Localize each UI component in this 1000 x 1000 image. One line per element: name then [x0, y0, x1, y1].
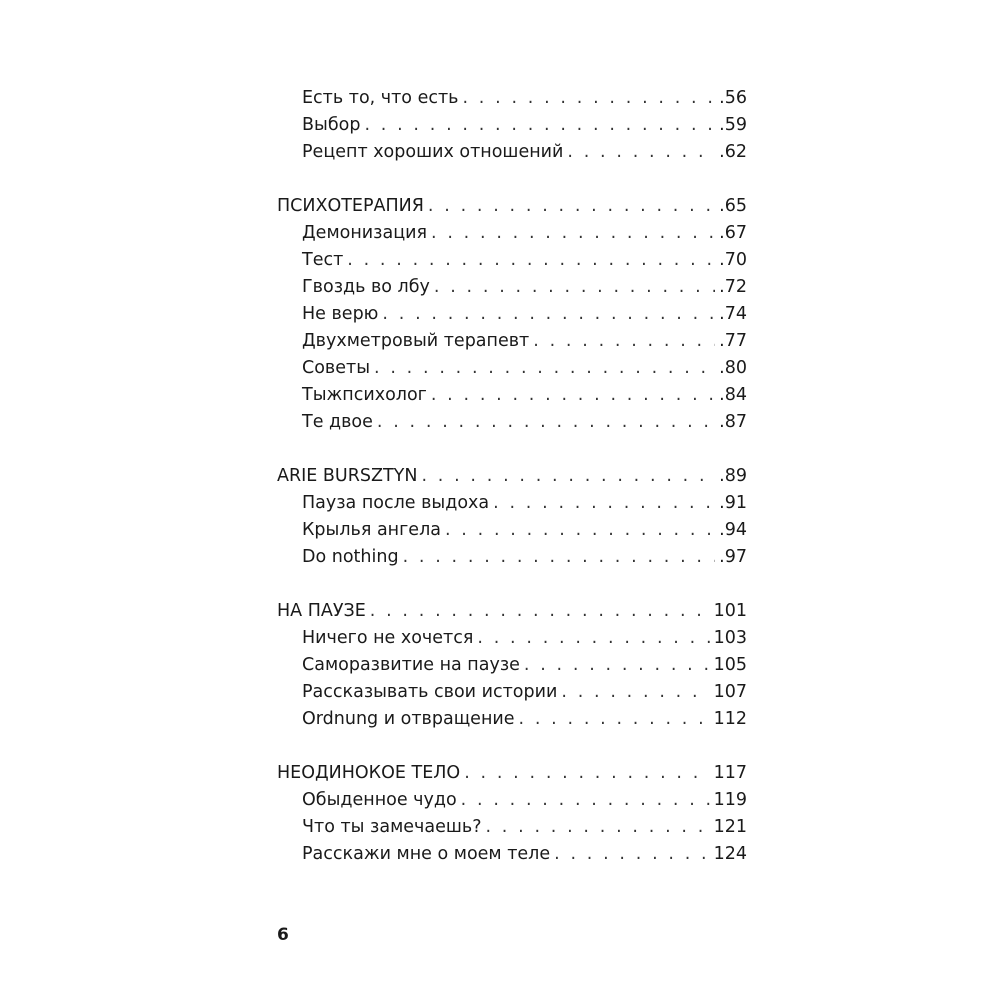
toc-entry-title: Не верю: [302, 304, 379, 324]
toc-entry-title: Выбор: [302, 115, 361, 135]
dot-leader: [421, 463, 715, 490]
toc-entry: [277, 301, 747, 328]
toc-entry-title: НА ПАУЗЕ: [277, 601, 366, 621]
toc-entry-title: Двухметровый терапевт: [302, 331, 530, 351]
toc-entry: [277, 382, 747, 409]
toc-entry: [277, 220, 747, 247]
toc-entry-title: Тыжпсихолог: [302, 385, 427, 405]
toc-chapter-entry: [277, 598, 747, 625]
dot-leader: [461, 787, 710, 814]
toc-entry-page: .91: [719, 493, 747, 513]
toc-section: [277, 193, 747, 436]
toc-entry-page: 103: [713, 628, 747, 648]
toc-entry-title: НЕОДИНОКОЕ ТЕЛО: [277, 763, 461, 783]
dot-leader: [377, 409, 715, 436]
dot-leader: [431, 382, 715, 409]
toc-entry: [277, 841, 747, 868]
toc-entry-title: Что ты замечаешь?: [302, 817, 482, 837]
toc-entry-page: .56: [719, 88, 747, 108]
dot-leader: [382, 301, 715, 328]
toc-chapter-entry: [277, 760, 747, 787]
toc-entry-page: 119: [713, 790, 747, 810]
toc-entry: [277, 409, 747, 436]
toc-entry-title: Демонизация: [302, 223, 428, 243]
toc-entry: [277, 625, 747, 652]
toc-entry-title: Рецепт хороших отношений: [302, 142, 564, 162]
toc-entry-page: .72: [719, 277, 747, 297]
toc-entry: [277, 355, 747, 382]
dot-leader: [524, 652, 710, 679]
toc-entry-title: ПСИХОТЕРАПИЯ: [277, 196, 424, 216]
toc-entry: [277, 490, 747, 517]
dot-leader: [403, 544, 716, 571]
toc-entry-page: .77: [719, 331, 747, 351]
toc-section: [277, 598, 747, 733]
toc-entry-page: 117: [713, 763, 747, 783]
dot-leader: [567, 139, 715, 166]
toc-entry-title: Саморазвитие на паузе: [302, 655, 520, 675]
toc-chapter-entry: [277, 193, 747, 220]
toc-entry: [277, 787, 747, 814]
toc-entry-page: 107: [713, 682, 747, 702]
dot-leader: [477, 625, 709, 652]
toc-entry-page: 105: [713, 655, 747, 675]
toc-entry: [277, 652, 747, 679]
dot-leader: [370, 598, 710, 625]
toc-entry-title: Обыденное чудо: [302, 790, 457, 810]
toc-entry-page: .70: [719, 250, 747, 270]
toc-entry-title: Do nothing: [302, 547, 399, 567]
toc-entry-page: .89: [719, 466, 747, 486]
toc-entry: [277, 139, 747, 166]
dot-leader: [364, 112, 715, 139]
toc-section: [277, 760, 747, 868]
toc-entry-page: 101: [713, 601, 747, 621]
toc-entry: [277, 247, 747, 274]
toc-entry-page: 124: [713, 844, 747, 864]
dot-leader: [519, 706, 710, 733]
dot-leader: [428, 193, 715, 220]
dot-leader: [464, 760, 709, 787]
dot-leader: [431, 220, 715, 247]
toc-entry-page: .80: [719, 358, 747, 378]
toc-section: [277, 85, 747, 166]
toc-entry: [277, 85, 747, 112]
toc-section: [277, 463, 747, 571]
toc-entry: [277, 517, 747, 544]
toc-entry-title: Те двое: [302, 412, 373, 432]
dot-leader: [554, 841, 709, 868]
dot-leader: [493, 490, 715, 517]
toc-entry-title: Рассказывать свои истории: [302, 682, 558, 702]
toc-entry-page: 121: [713, 817, 747, 837]
toc-entry: [277, 274, 747, 301]
dot-leader: [561, 679, 709, 706]
toc-entry-title: Ничего не хочется: [302, 628, 474, 648]
toc-entry: [277, 544, 747, 571]
toc-entry-page: .67: [719, 223, 747, 243]
toc-entry-page: .62: [719, 142, 747, 162]
toc-entry: [277, 112, 747, 139]
toc-entry-page: .84: [719, 385, 747, 405]
toc-entry-title: Тест: [302, 250, 344, 270]
toc-entry-title: Пауза после выдоха: [302, 493, 490, 513]
toc-entry-title: Расскажи мне о моем теле: [302, 844, 551, 864]
dot-leader: [445, 517, 715, 544]
dot-leader: [347, 247, 715, 274]
toc-entry-page: .74: [719, 304, 747, 324]
toc-entry-title: ARIE BURSZTYN: [277, 466, 418, 486]
dot-leader: [462, 85, 715, 112]
toc-entry-title: Советы: [302, 358, 371, 378]
dot-leader: [434, 274, 715, 301]
dot-leader: [374, 355, 715, 382]
toc-entry-page: 112: [713, 709, 747, 729]
toc-entry-page: .94: [719, 520, 747, 540]
toc-entry-page: .59: [719, 115, 747, 135]
toc-entry-title: Ordnung и отвращение: [302, 709, 515, 729]
toc-entry-page: .65: [719, 196, 747, 216]
page-number: 6: [277, 925, 289, 945]
dot-leader: [485, 814, 709, 841]
toc-entry-page: .87: [719, 412, 747, 432]
toc-entry: [277, 679, 747, 706]
toc-entry: [277, 814, 747, 841]
table-of-contents: [277, 85, 747, 895]
toc-entry-title: Крылья ангела: [302, 520, 441, 540]
toc-entry-title: Есть то, что есть: [302, 88, 459, 108]
toc-entry-title: Гвоздь во лбу: [302, 277, 430, 297]
dot-leader: [533, 328, 715, 355]
toc-entry-page: .97: [719, 547, 747, 567]
toc-chapter-entry: [277, 463, 747, 490]
toc-entry: [277, 706, 747, 733]
toc-entry: [277, 328, 747, 355]
